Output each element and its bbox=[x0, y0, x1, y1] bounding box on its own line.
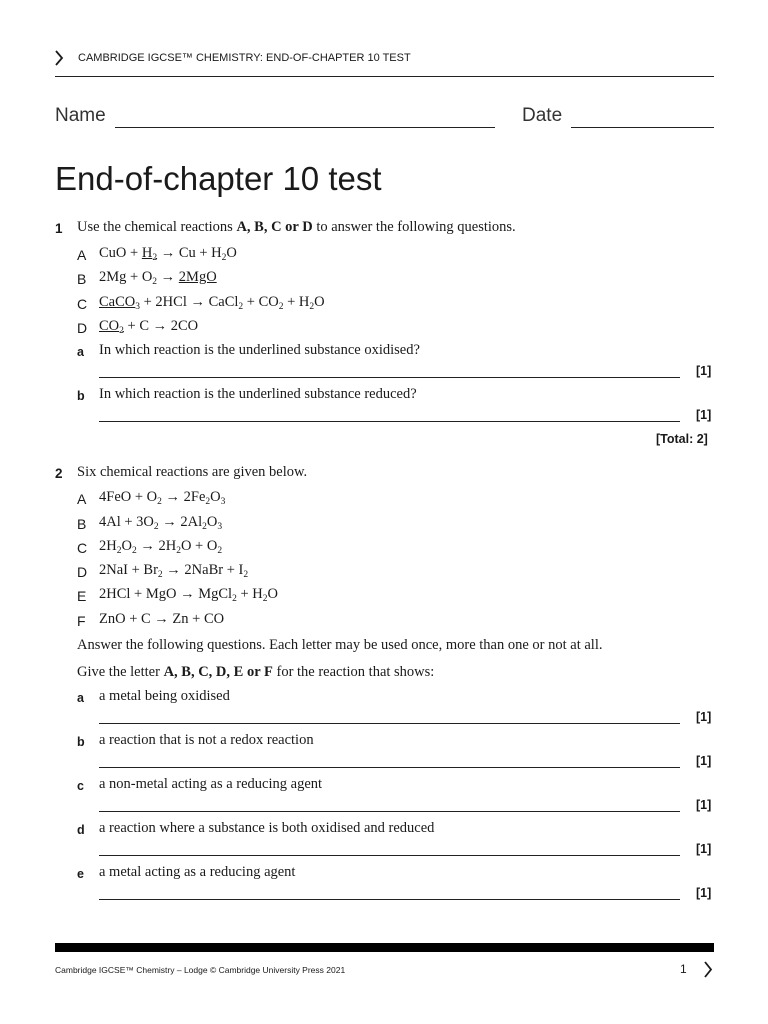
date-field[interactable] bbox=[571, 127, 714, 128]
q2-part-letter: d bbox=[77, 823, 85, 837]
q2-part-d-text: a reaction where a substance is both oxidised and reduced bbox=[99, 820, 435, 836]
next-page-chevron-icon[interactable] bbox=[703, 961, 713, 983]
q2-reaction-letter: D bbox=[77, 564, 88, 580]
q1-part-b-answer-line[interactable] bbox=[99, 421, 680, 422]
q1-total: [Total: 2] bbox=[656, 432, 708, 446]
q2-reaction-b: $4Al + 3O_2 \to 2Al_2O_3$ bbox=[99, 514, 223, 532]
q2-give-letter: Give the letter A, B, C, D, E or F for the reaction that shows: bbox=[77, 664, 435, 680]
q2-part-letter: c bbox=[77, 779, 84, 793]
q2-part-c-mark: [1] bbox=[696, 798, 712, 812]
q2-part-e-answer-line[interactable] bbox=[99, 899, 680, 900]
q1-reaction-c: CaCO$_3$ + 2HCl → CaCl$_2$ + $CO_2 + H_2O$ bbox=[99, 294, 325, 312]
q2-reaction-letter: C bbox=[77, 540, 88, 556]
q1-intro: Use the chemical reactions A, B, C or D to answer the following questions. bbox=[77, 219, 516, 235]
q2-reaction-letter: E bbox=[77, 588, 87, 604]
q1-part-a-mark: [1] bbox=[696, 364, 712, 378]
q2-reaction-d: $2NaI + Br_2$ → 2NaBr + $I_2$ bbox=[99, 562, 249, 580]
q2-reaction-c: $2H_2O_2 \to 2H_2O + O_2$ bbox=[99, 538, 223, 556]
q2-part-b-answer-line[interactable] bbox=[99, 767, 680, 768]
q1-part-b-text: In which reaction is the underlined substance reduced? bbox=[99, 386, 417, 402]
q2-part-letter: a bbox=[77, 691, 84, 705]
q2-part-a-text: a metal being oxidised bbox=[99, 688, 230, 704]
q1-reaction-d: $CO_2 + C \to 2CO$ bbox=[99, 318, 199, 336]
q1-reaction-letter: D bbox=[77, 320, 88, 336]
q1-part-b-mark: [1] bbox=[696, 408, 712, 422]
q2-part-e-mark: [1] bbox=[696, 886, 712, 900]
q2-reaction-f: ZnO + C → Zn + CO bbox=[99, 611, 225, 627]
name-field[interactable] bbox=[115, 127, 495, 128]
q2-reaction-letter: B bbox=[77, 516, 87, 532]
q2-part-letter: e bbox=[77, 867, 84, 881]
footer-credit: Cambridge IGCSE™ Chemistry – Lodge © Cambridge University Press 2021 bbox=[55, 965, 346, 975]
page-title: End-of-chapter 10 test bbox=[55, 160, 382, 197]
q1-reaction-letter: C bbox=[77, 296, 88, 312]
header-chevron-icon bbox=[54, 50, 64, 71]
q2-reaction-letter: F bbox=[77, 613, 86, 629]
q2-part-c-answer-line[interactable] bbox=[99, 811, 680, 812]
question-number-1: 1 bbox=[55, 221, 63, 236]
q1-reaction-letter: A bbox=[77, 247, 87, 263]
q2-instruction: Answer the following questions. Each letter may be used once, more than one or not at all. bbox=[77, 637, 603, 653]
q2-part-b-mark: [1] bbox=[696, 754, 712, 768]
q2-give-letters: A, B, C, D, E or F bbox=[163, 664, 273, 680]
q2-part-d-answer-line[interactable] bbox=[99, 855, 680, 856]
header-title: CAMBRIDGE IGCSE™ CHEMISTRY: END-OF-CHAPTER 10 TEST bbox=[78, 52, 411, 64]
q1-reaction-a: CuO + $H_2 \to Cu + H_2O$ bbox=[99, 245, 237, 263]
q1-part-a-answer-line[interactable] bbox=[99, 377, 680, 378]
question-number-2: 2 bbox=[55, 466, 63, 481]
q1-intro-letters: A, B, C or D bbox=[236, 219, 313, 235]
q2-part-a-answer-line[interactable] bbox=[99, 723, 680, 724]
q2-part-b-text: a reaction that is not a redox reaction bbox=[99, 732, 314, 748]
footer-bar bbox=[55, 943, 714, 952]
q2-part-d-mark: [1] bbox=[696, 842, 712, 856]
q1-reaction-letter: B bbox=[77, 271, 87, 287]
q1-reaction-b: $2Mg + O_2 \to 2MgO$ bbox=[99, 269, 217, 287]
q2-part-e-text: a metal acting as a reducing agent bbox=[99, 864, 296, 880]
q1-part-letter: b bbox=[77, 389, 85, 403]
date-label: Date bbox=[522, 105, 563, 126]
q2-part-c-text: a non-metal acting as a reducing agent bbox=[99, 776, 323, 792]
q2-reaction-a: $4FeO + O_2 \to 2Fe_2O_3$ bbox=[99, 489, 226, 507]
name-label: Name bbox=[55, 105, 106, 126]
page-number: 1 bbox=[680, 962, 687, 976]
q2-reaction-letter: A bbox=[77, 491, 87, 507]
q2-reaction-e: 2HCl + MgO → MgCl$_2$ + $H_2O$ bbox=[99, 586, 278, 604]
header-rule bbox=[55, 76, 714, 77]
q2-part-a-mark: [1] bbox=[696, 710, 712, 724]
q1-part-letter: a bbox=[77, 345, 84, 359]
q2-intro: Six chemical reactions are given below. bbox=[77, 464, 308, 480]
q2-part-letter: b bbox=[77, 735, 85, 749]
q1-part-a-text: In which reaction is the underlined substance oxidised? bbox=[99, 342, 420, 358]
